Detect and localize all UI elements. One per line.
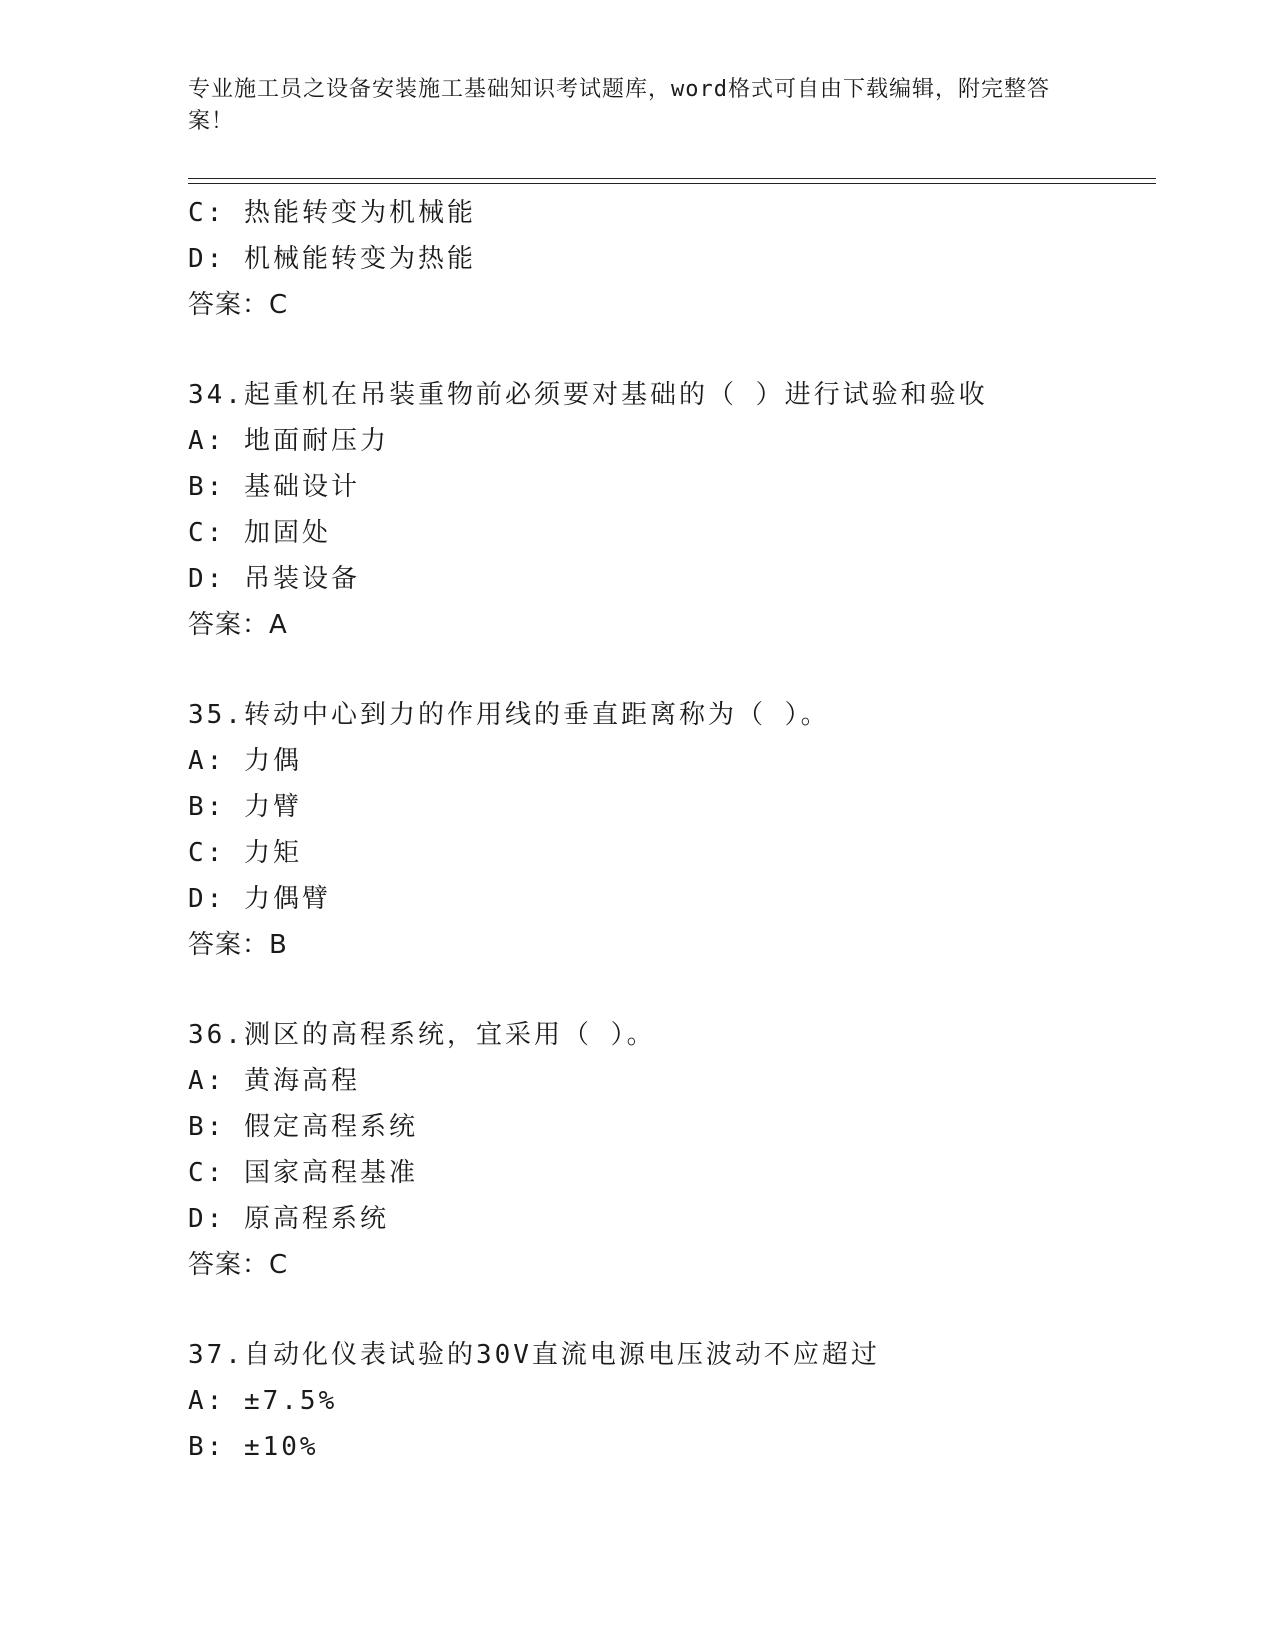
option-c: C: 加固处 (188, 518, 331, 548)
question-list (188, 190, 1156, 1470)
question-stem: 35.转动中心到力的作用线的垂直距离称为（ ）。 (188, 700, 830, 730)
option-d: D: 原高程系统 (188, 1204, 389, 1234)
option-b: B: ±10% (188, 1432, 319, 1462)
question-33-continued (188, 190, 1156, 328)
question-stem: 36.测区的高程系统，宜采用（ ）。 (188, 1020, 656, 1050)
option-d: D: 吊装设备 (188, 564, 360, 594)
option-a: A: ±7.5% (188, 1386, 338, 1416)
header-divider-top (188, 178, 1156, 179)
option-a: A: 力偶 (188, 746, 302, 776)
option-d: D: 力偶臂 (188, 884, 331, 914)
question-36 (188, 1012, 1156, 1288)
answer: 答案：C (188, 290, 289, 320)
question-stem: 37.自动化仪表试验的30V直流电源电压波动不应超过 (188, 1340, 880, 1370)
option-c: C: 国家高程基准 (188, 1158, 418, 1188)
answer: 答案：B (188, 930, 288, 960)
answer: 答案：A (188, 610, 288, 640)
question-34 (188, 372, 1156, 648)
question-stem: 34.起重机在吊装重物前必须要对基础的（ ）进行试验和验收 (188, 380, 988, 410)
option-a: A: 黄海高程 (188, 1066, 360, 1096)
option-c: C: 热能转变为机械能 (188, 198, 476, 228)
answer: 答案：C (188, 1250, 289, 1280)
option-b: B: 基础设计 (188, 472, 360, 502)
option-c: C: 力矩 (188, 838, 302, 868)
option-b: B: 力臂 (188, 792, 302, 822)
document-header: 专业施工员之设备安装施工基础知识考试题库，word格式可自由下载编辑，附完整答案！ (188, 77, 1050, 134)
option-b: B: 假定高程系统 (188, 1112, 418, 1142)
option-a: A: 地面耐压力 (188, 426, 389, 456)
header-divider-bottom (188, 183, 1156, 184)
question-35 (188, 692, 1156, 968)
question-37 (188, 1332, 1156, 1470)
option-d: D: 机械能转变为热能 (188, 244, 476, 274)
